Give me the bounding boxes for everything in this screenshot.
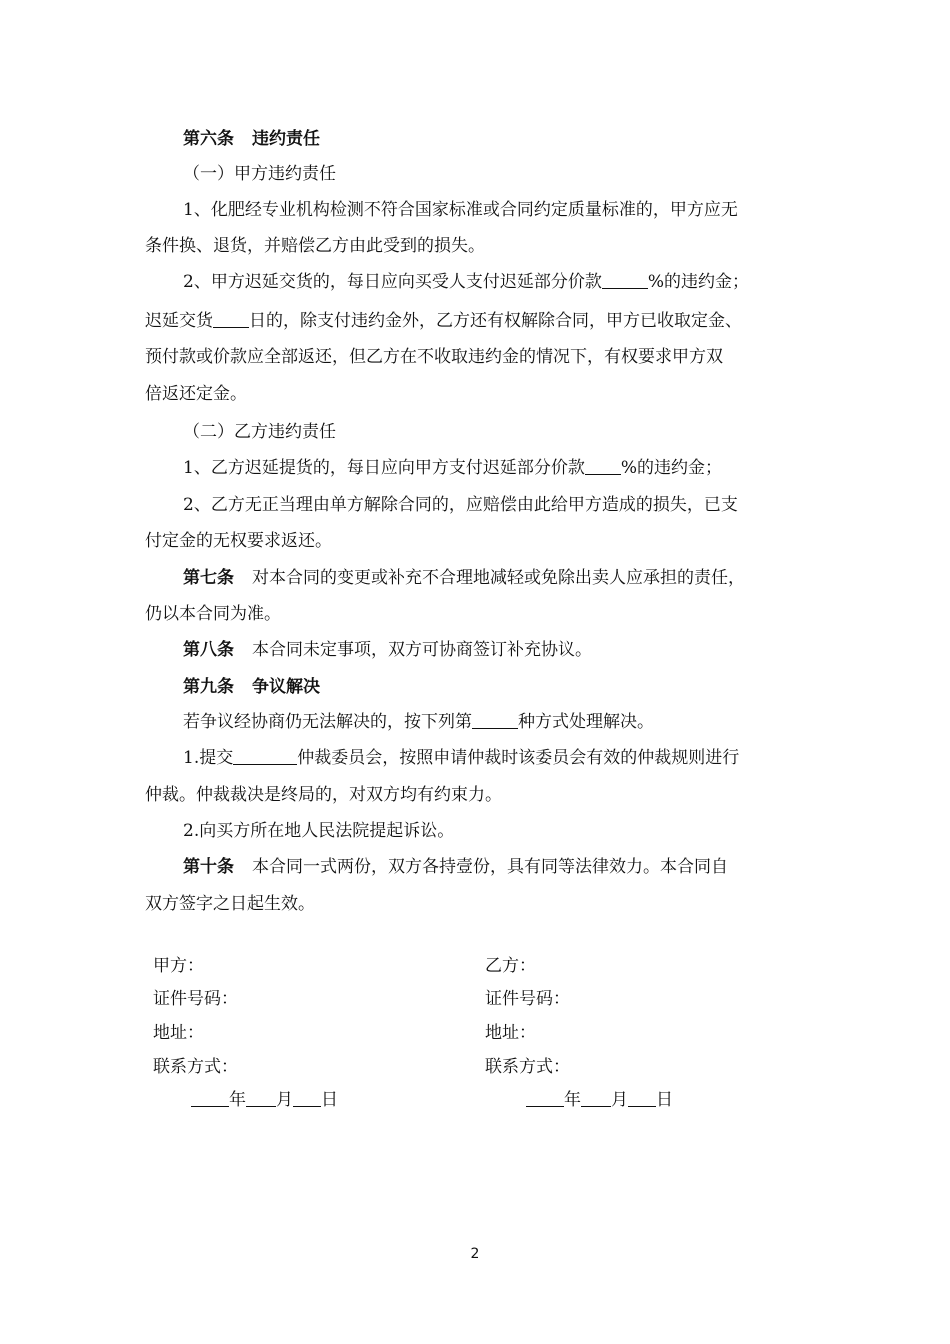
- clause-a2-l2-suffix: 日的，除支付违约金外，乙方还有权解除合同，甲方已收取定金、: [249, 311, 742, 331]
- party-b-date: [526, 1089, 673, 1111]
- clause-b2-line1: 2、乙方无正当理由单方解除合同的，应赔偿由此给甲方造成的损失，已支: [183, 495, 738, 515]
- day-blank: [293, 1090, 321, 1107]
- method-blank: [472, 712, 518, 729]
- clause-a1-line1: 1、化肥经专业机构检测不符合国家标准或合同约定质量标准的，甲方应无: [183, 200, 738, 220]
- article-9-intro-text: 若争议经协商仍无法解决的，按下列第: [183, 712, 472, 732]
- clause-a2-line4: 倍返还定金。: [145, 384, 247, 404]
- percent-blank-b: [585, 458, 621, 475]
- article-6-number: 第六条: [183, 129, 234, 149]
- clause-b1-text: 1、乙方迟延提货的，每日应向甲方支付迟延部分价款: [183, 458, 585, 478]
- article-6-title: 违约责任: [252, 129, 320, 149]
- year-label: 年: [564, 1090, 581, 1110]
- day-label: 日: [656, 1090, 673, 1110]
- article-8-text: 本合同未定事项，双方可协商签订补充协议。: [252, 640, 592, 660]
- article-9-intro: [183, 711, 654, 733]
- article-9-number: 第九条: [183, 677, 234, 697]
- article-9-option1-line2: 仲裁。仲裁裁决是终局的，对双方均有约束力。: [145, 785, 502, 805]
- arbitration-blank: [233, 748, 297, 765]
- option1-suffix: 仲裁委员会，按照申请仲裁时该委员会有效的仲裁规则进行: [297, 748, 740, 768]
- article-10-line2: 双方签字之日起生效。: [145, 894, 315, 914]
- party-a-id-label: 证件号码：: [153, 989, 238, 1009]
- clause-a1-line2: 条件换、退货，并赔偿乙方由此受到的损失。: [145, 236, 485, 256]
- party-b-liability-title: （二）乙方违约责任: [183, 422, 336, 442]
- article-7-number: 第七条: [183, 568, 234, 588]
- article-10-number: 第十条: [183, 857, 234, 877]
- party-a-label: 甲方：: [153, 956, 204, 976]
- month-label: 月: [276, 1090, 293, 1110]
- party-b-address-label: 地址：: [485, 1023, 536, 1043]
- clause-a2-suffix: %的违约金；: [647, 272, 749, 292]
- article-7-text: 对本合同的变更或补充不合理地减轻或免除出卖人应承担的责任，: [252, 568, 745, 588]
- article-7-line2: 仍以本合同为准。: [145, 604, 281, 624]
- month-blank: [581, 1090, 611, 1107]
- month-blank: [246, 1090, 276, 1107]
- article-8: [183, 639, 592, 661]
- clause-a2-line1: [183, 271, 749, 293]
- clause-a2-line3: 预付款或价款应全部返还，但乙方在不收取违约金的情况下，有权要求甲方双: [145, 347, 723, 367]
- day-label: 日: [321, 1090, 338, 1110]
- party-a-date: [191, 1089, 338, 1111]
- clause-a2-line2: [145, 310, 742, 332]
- month-label: 月: [611, 1090, 628, 1110]
- article-8-number: 第八条: [183, 640, 234, 660]
- article-9-heading: [183, 676, 320, 698]
- article-9-title: 争议解决: [252, 677, 320, 697]
- article-9-option2: 2.向买方所在地人民法院提起诉讼。: [183, 821, 455, 841]
- year-blank: [191, 1090, 229, 1107]
- day-blank: [628, 1090, 656, 1107]
- clause-b1: [183, 457, 722, 479]
- article-10-line1: [183, 856, 728, 878]
- article-9-option1-line1: [183, 747, 739, 769]
- article-6-heading: [183, 128, 320, 150]
- article-7-line1: [183, 567, 745, 589]
- days-blank: [213, 311, 249, 328]
- party-a-address-label: 地址：: [153, 1023, 204, 1043]
- party-a-liability-title: （一）甲方违约责任: [183, 164, 336, 184]
- year-blank: [526, 1090, 564, 1107]
- option1-prefix: 1.提交: [183, 748, 234, 768]
- article-10-text: 本合同一式两份，双方各持壹份，具有同等法律效力。本合同自: [252, 857, 728, 877]
- party-b-id-label: 证件号码：: [485, 989, 570, 1009]
- party-b-label: 乙方：: [485, 956, 536, 976]
- party-b-contact-label: 联系方式：: [485, 1057, 570, 1077]
- percent-blank: [602, 272, 648, 289]
- article-9-intro-suffix: 种方式处理解决。: [518, 712, 654, 732]
- clause-b2-line2: 付定金的无权要求返还。: [145, 531, 332, 551]
- clause-a2-text: 2、甲方迟延交货的，每日应向买受人支付迟延部分价款: [183, 272, 602, 292]
- year-label: 年: [229, 1090, 246, 1110]
- party-a-contact-label: 联系方式：: [153, 1057, 238, 1077]
- clause-a2-l2-prefix: 迟延交货: [145, 311, 213, 331]
- clause-b1-suffix: %的违约金；: [620, 458, 722, 478]
- page-number: 2: [470, 1246, 480, 1262]
